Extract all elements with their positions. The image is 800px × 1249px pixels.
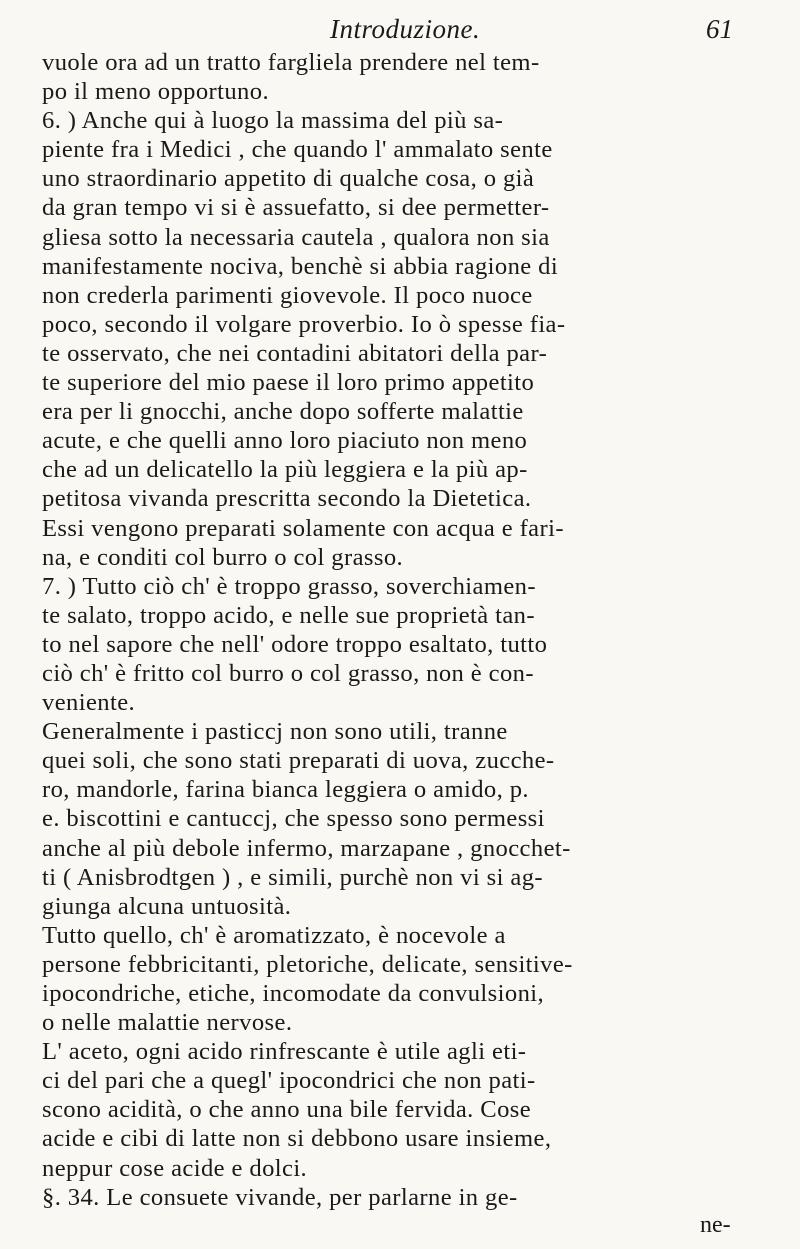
text-line: to nel sapore che nell' odore troppo esaltato, tutto (42, 630, 548, 658)
running-title: Introduzione. (330, 14, 481, 44)
text-line: o nelle malattie nervose. (42, 1009, 293, 1037)
page-header (0, 14, 800, 44)
text-line: §. 34. Le consuete vivande, per parlarne in ge- (42, 1183, 518, 1211)
text-line: na, e conditi col burro o col grasso. (42, 543, 404, 571)
text-line: giunga alcuna untuosità. (42, 892, 292, 920)
text-line: petitosa vivanda prescritta secondo la Dietetica. (42, 485, 532, 513)
text-line: scono acidità, o che anno una bile fervida. Cose (42, 1096, 532, 1124)
text-line: manifestamente nociva, benchè si abbia ragione di (42, 252, 559, 280)
text-line: L' aceto, ogni acido rinfrescante è utile agli eti- (42, 1038, 527, 1066)
text-line: po il meno opportuno. (42, 78, 269, 106)
text-line: Essi vengono preparati solamente con acqua e fari- (42, 514, 564, 542)
text-line: 7. ) Tutto ciò ch' è troppo grasso, soverchiamen- (42, 572, 536, 600)
text-line: vuole ora ad un tratto fargliela prendere nel tem- (42, 49, 540, 76)
catchword-row (0, 1212, 800, 1242)
text-line: neppur cose acide e dolci. (42, 1154, 308, 1182)
page-number: 61 (706, 14, 733, 44)
text-line: te salato, troppo acido, e nelle sue proprietà tan- (42, 601, 535, 629)
catchword: ne- (700, 1212, 731, 1238)
text-line: ro, mandorle, farina bianca leggiera o amido, p. (42, 776, 529, 804)
text-line: te superiore del mio paese il loro primo appetito (42, 369, 535, 397)
text-line: acute, e che quelli anno loro piaciuto non meno (42, 427, 528, 455)
text-line: te osservato, che nei contadini abitatori della par- (42, 339, 548, 367)
text-line: ti ( Anisbrodtgen ) , e simili, purchè non vi si ag- (42, 863, 543, 891)
text-line: era per li gnocchi, anche dopo sofferte malattie (42, 398, 524, 426)
text-line: anche al più debole infermo, marzapane , gnocchet- (42, 834, 571, 862)
text-line: ciò ch' è fritto col burro o col grasso, non è con- (42, 659, 534, 687)
text-line: Generalmente i pasticcj non sono utili, tranne (42, 718, 508, 746)
text-line: veniente. (42, 689, 136, 717)
text-line: poco, secondo il volgare proverbio. Io ò spesse fia- (42, 310, 566, 338)
text-line: gliesa sotto la necessaria cautela , qualora non sia (42, 223, 550, 251)
text-line: non crederla parimenti giovevole. Il poco nuoce (42, 281, 533, 309)
text-line: 6. ) Anche qui à luogo la massima del più sa- (42, 107, 504, 135)
text-line: quei soli, che sono stati preparati di uova, zucche- (42, 747, 555, 775)
text-line: Tutto quello, ch' è aromatizzato, è nocevole a (42, 921, 506, 949)
text-line: persone febbricitanti, pletoriche, delicate, sensitive- (42, 950, 573, 978)
body-text (42, 48, 768, 1212)
text-line: che ad un delicatello la più leggiera e la più ap- (42, 456, 528, 484)
text-line: e. biscottini e cantuccj, che spesso sono permessi (42, 805, 545, 833)
text-line: ipocondriche, etiche, incomodate da convulsioni, (42, 980, 545, 1007)
text-line: ci del pari che a quegl' ipocondrici che non pati- (42, 1067, 536, 1095)
text-line: da gran tempo vi si è assuefatto, si dee permetter- (42, 194, 550, 222)
text-line: acide e cibi di latte non si debbono usare insieme, (42, 1125, 552, 1153)
text-line: uno straordinario appetito di qualche cosa, o già (42, 165, 535, 193)
text-line: piente fra i Medici , che quando l' ammalato sente (42, 136, 553, 164)
